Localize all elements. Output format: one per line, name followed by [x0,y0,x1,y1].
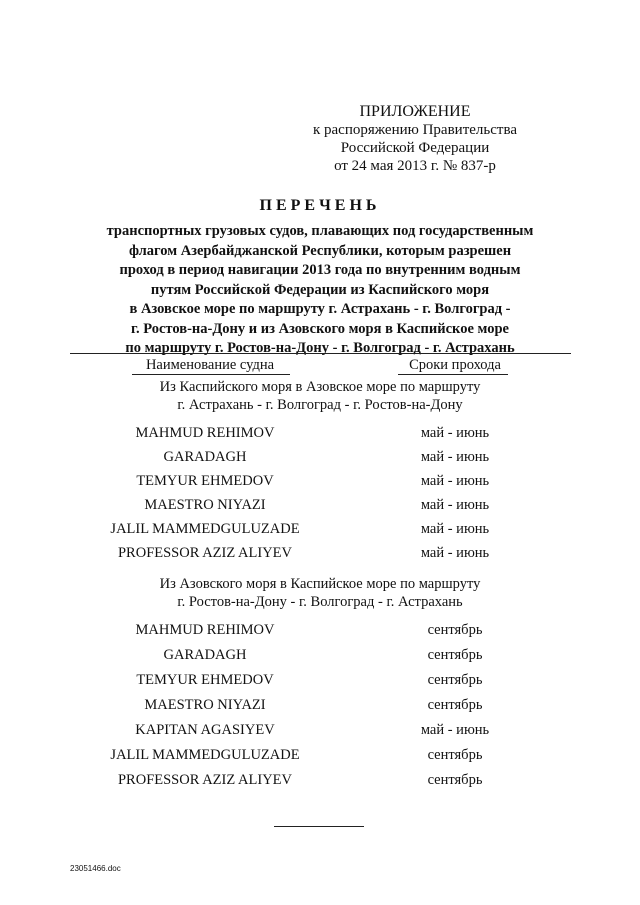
passage-period: сентябрь [427,647,483,663]
passage-period: сентябрь [427,747,483,763]
passage-period: сентябрь [427,772,483,788]
section-title-line: г. Астрахань - г. Волгоград - г. Ростов-на-Дону [177,397,463,413]
vessel-name: KAPITAN AGASIYEV [135,722,275,738]
document-heading: ПЕРЕЧЕНЬ [259,197,381,214]
subtitle-line: г. Ростов-на-Дону и из Азовского моря в Каспийское море [131,320,509,337]
vessel-name: PROFESSOR AZIZ ALIYEV [117,772,293,788]
passage-period: май - июнь [420,521,490,537]
appendix-title: ПРИЛОЖЕНИЕ [359,103,471,120]
subtitle-line: путям Российской Федерации из Каспийского моря [150,281,490,298]
subtitle-line: в Азовское море по маршруту г. Астрахань - г. Волгоград - [129,301,511,317]
col-period-underline [398,374,508,375]
closing-separator [274,826,364,827]
passage-period: май - июнь [420,545,490,561]
section-title-line: Из Каспийского моря в Азовское море по маршруту [159,379,481,395]
vessel-name: MAHMUD REHIMOV [135,622,275,638]
passage-period: май - июнь [420,497,490,513]
appendix-line-2: Российской Федерации [340,140,490,156]
passage-period: май - июнь [420,425,490,441]
vessel-name: JALIL MAMMEDGULUZADE [110,521,300,537]
passage-period: май - июнь [420,722,490,738]
subtitle-line: проход в период навигации 2013 года по внутренним водным [119,262,521,278]
appendix-block [300,103,530,175]
passage-period: май - июнь [420,473,490,489]
file-reference: 23051466.doc [70,864,121,873]
vessel-name: MAHMUD REHIMOV [135,425,275,441]
vessel-name: GARADAGH [163,449,247,465]
section-title-caspian-to-azov [100,378,540,414]
vessel-name: JALIL MAMMEDGULUZADE [110,747,300,763]
section-title-azov-to-caspian [100,575,540,611]
vessel-name: TEMYUR EHMEDOV [136,473,274,489]
section-title-line: Из Азовского моря в Каспийское море по маршруту [159,576,481,592]
passage-period: сентябрь [427,622,483,638]
vessel-name: GARADAGH [163,647,247,663]
subtitle-line: по маршруту г. Ростов-на-Дону - г. Волгоград - г. Астрахань [125,340,515,356]
section-title-line: г. Ростов-на-Дону - г. Волгоград - г. Астрахань [177,594,463,610]
appendix-line-3: от 24 мая 2013 г. № 837-р [334,158,496,174]
vessel-name: PROFESSOR AZIZ ALIYEV [117,545,293,561]
passage-period: сентябрь [427,672,483,688]
column-header-name: Наименование судна [145,357,275,373]
column-header-period: Сроки прохода [409,357,501,373]
subtitle-line: транспортных грузовых судов, плавающих под государственным [106,223,534,239]
vessel-name: MAESTRO NIYAZI [144,497,266,513]
subtitle-line: флагом Азербайджанской Республики, которым разрешен [128,242,512,259]
appendix-line-1: к распоряжению Правительства [312,122,517,138]
vessel-name: MAESTRO NIYAZI [144,697,266,713]
table-top-rule [70,353,571,354]
col-name-underline [132,374,290,375]
passage-period: сентябрь [427,697,483,713]
passage-period: май - июнь [420,449,490,465]
document-subtitle [70,222,570,359]
vessel-name: TEMYUR EHMEDOV [136,672,274,688]
